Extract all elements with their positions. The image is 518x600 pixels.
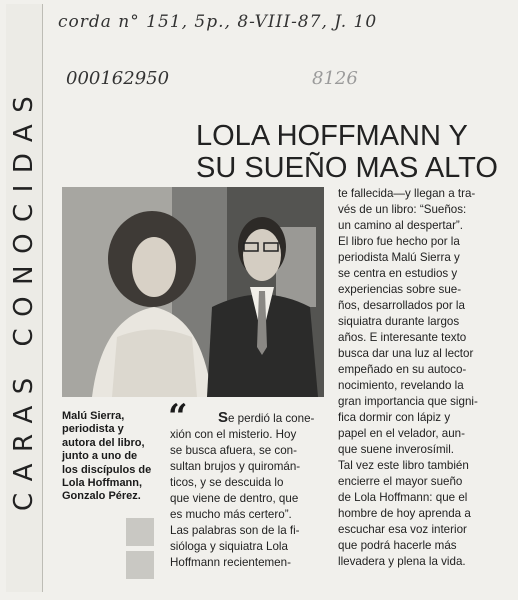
decorative-block <box>126 551 154 579</box>
article-line: se centra en estudios y <box>338 267 458 280</box>
article-line: periodista Malú Sierra y <box>338 251 460 264</box>
article-line: de Lola Hoffmann: que el <box>338 491 468 504</box>
title-line: LOLA HOFFMANN Y <box>196 120 468 152</box>
article-line: encierre el mayor sueño <box>338 475 463 488</box>
caption-line: junto a uno de <box>62 450 138 463</box>
article-line: se busca afuera, se con- <box>170 444 297 457</box>
decorative-blocks <box>126 518 156 584</box>
caption-line: periodista y <box>62 423 124 436</box>
caption-line: los discípulos de <box>62 463 152 476</box>
article-line: sultan brujos y quiromán- <box>170 460 301 473</box>
article-line: que suene inverosímil. <box>338 443 454 456</box>
article-line: fica dormir con lápiz y <box>338 411 451 424</box>
article-line: nocimiento, revelando la <box>338 379 464 392</box>
handwritten-note: corda n° 151, 5p., 8-VIII-87, J. 10 <box>58 12 378 32</box>
photo-caption <box>62 410 162 504</box>
article-line: es mucho más certero”. <box>170 508 292 521</box>
article-line: ticos, y se descuida lo <box>170 476 284 489</box>
caption-line: Lola Hoffmann, <box>62 477 143 490</box>
article-line: Las palabras son de la fi- <box>170 524 300 537</box>
article-line: xión con el misterio. Hoy <box>170 428 297 441</box>
article-line: te fallecida—y llegan a tra- <box>338 187 476 200</box>
article-line: papel en el velador, aun- <box>338 427 465 440</box>
article-line: Tal vez este libro también <box>338 459 469 472</box>
caption-line: Malú Sierra, <box>62 410 125 422</box>
title-line: SU SUEÑO MAS ALTO <box>196 152 498 184</box>
archive-code: 8126 <box>312 68 358 89</box>
first-line-text: e perdió la cone- <box>228 412 315 425</box>
article-line: que podrá hacerle más <box>338 539 457 552</box>
article-line: vés de un libro: “Sueños: <box>338 203 467 216</box>
article-column-right <box>338 186 513 570</box>
caption-line: Gonzalo Pérez. <box>62 490 141 503</box>
decorative-block <box>126 518 154 546</box>
article-line: sióloga y siquiatra Lola <box>170 540 288 553</box>
opening-quote-mark: “ <box>168 397 188 437</box>
photo-illustration <box>62 187 324 397</box>
article-line: que viene de dentro, que <box>170 492 299 505</box>
article-line: hombre de hoy aprenda a <box>338 507 471 520</box>
section-label: CARAS CONOCIDAS <box>9 84 39 512</box>
article-line: empeñado en su autoco- <box>338 363 467 376</box>
article-line: El libro fue hecho por la <box>338 235 460 248</box>
article-line: un camino al despertar”. <box>338 219 464 232</box>
archive-number: 000162950 <box>66 68 170 89</box>
article-title <box>196 120 506 184</box>
article-line: siquiatra durante largos <box>338 315 460 328</box>
article-first-line <box>170 410 330 427</box>
article-photo <box>62 187 324 397</box>
drop-letter: S <box>218 409 229 426</box>
article-line: ños, desarrollados por la <box>338 299 465 312</box>
article-line: gran importancia que signi- <box>338 395 478 408</box>
article-line: Hoffmann recientemen- <box>170 556 291 569</box>
caption-line: autora del libro, <box>62 436 145 449</box>
article-line: llevadera y plena la vida. <box>338 555 466 568</box>
article-line: busca dar una luz al lector <box>338 347 474 360</box>
article-line: escuchar esa voz interior <box>338 523 467 536</box>
article-column-middle <box>170 410 330 571</box>
article-line: experiencias sobre sue- <box>338 283 462 296</box>
article-line: años. E interesante texto <box>338 331 467 344</box>
